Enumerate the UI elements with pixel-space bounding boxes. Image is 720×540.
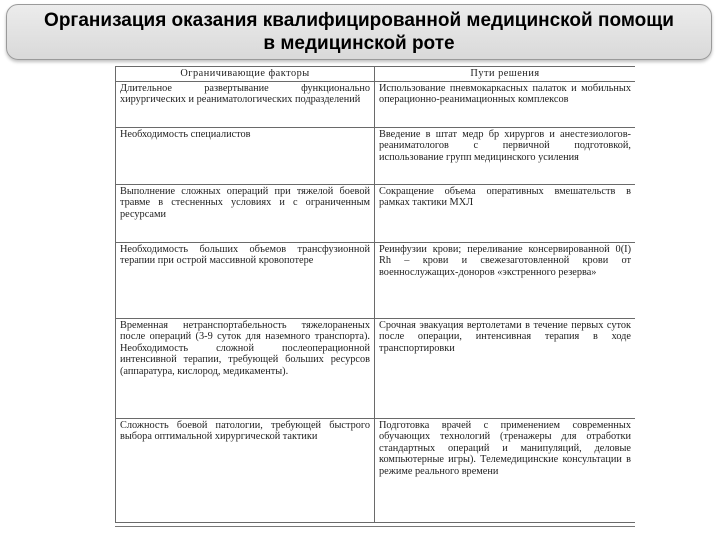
solution-cell: Сокращение объема оперативных вмешательств в рамках тактики МХЛ [375, 184, 636, 242]
table-row [116, 184, 636, 242]
factor-cell: Выполнение сложных операций при тяжелой боевой травме в стесненных условиях и с ограниченным ресурсами [116, 184, 375, 242]
table-header-row [116, 67, 636, 82]
solution-cell: Введение в штат медр бр хирургов и анестезиологов-реаниматологов с первичной подготовкой, использование групп медицинского усиления [375, 127, 636, 184]
table-row [116, 127, 636, 184]
factor-cell: Временная нетранспортабельность тяжелораненых после операций (3-9 суток для наземного транспорта). Необходимость сложной послеоперационной интенсивной терапии, требующей больших ресурсов (аппаратура, кислород, медикаменты). [116, 318, 375, 418]
factors-solutions-table [115, 66, 635, 523]
factor-cell: Необходимость больших объемов трансфузионной терапии при острой массивной кровопотере [116, 242, 375, 318]
title-line-1: Организация оказания квалифицированной медицинской помощи [44, 10, 674, 31]
table-row [116, 81, 636, 127]
solution-cell: Использование пневмокаркасных палаток и мобильных операционно-реанимационных комплексов [375, 81, 636, 127]
solution-cell: Срочная эвакуация вертолетами в течение первых суток после операции, интенсивная терапия в ходе транспортировки [375, 318, 636, 418]
table-row [116, 418, 636, 522]
solution-cell: Реинфузии крови; переливание консервированной 0(I) Rh – крови и свежезаготовленной крови от военнослужащих-доноров «экстренного резерва» [375, 242, 636, 318]
table-row [116, 242, 636, 318]
header-factors: Ограничивающие факторы [116, 67, 375, 82]
solution-cell: Подготовка врачей с применением современных обучающих технологий (тренажеры для отработки стандартных операций и манипуляций, деловые компьютерные игры). Телемедицинские консультации в режиме реального времени [375, 418, 636, 522]
title-line-2: в медицинской роте [263, 33, 455, 54]
factor-cell: Сложность боевой патологии, требующей быстрого выбора оптимальной хирургической тактики [116, 418, 375, 522]
factor-cell: Длительное развертывание функционально хирургических и реаниматологических подразделений [116, 81, 375, 127]
header-solutions: Пути решения [375, 67, 636, 82]
title-banner [6, 4, 712, 60]
scanned-table-region [115, 66, 635, 527]
factor-cell: Необходимость специалистов [116, 127, 375, 184]
table-row [116, 318, 636, 418]
